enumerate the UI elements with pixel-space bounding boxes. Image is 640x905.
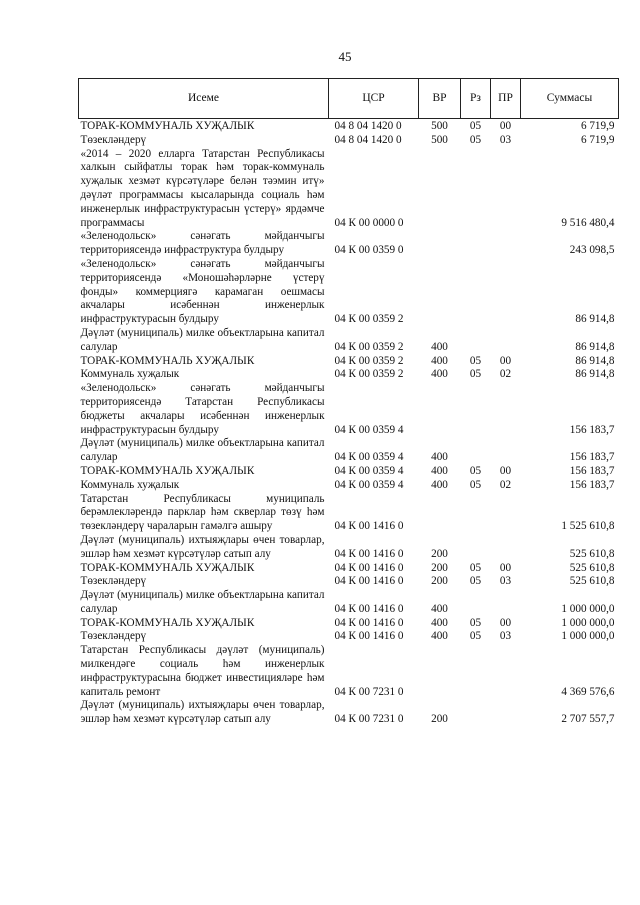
table-row [79,437,619,465]
cell-rz [461,493,491,534]
cell-sum: 1 000 000,0 [561,602,615,615]
cell-sum: 525 610,8 [569,561,615,574]
header-csr: ЦСР [329,79,419,119]
cell-csr: 04 К 00 0359 4 [334,464,404,477]
cell-name: Коммуналь хуҗалык [80,368,180,381]
cell-sum: 6 719,9 [580,133,615,146]
cell-pr: 00 [499,120,512,132]
cell-csr: 04 К 00 0359 2 [334,340,404,353]
page-number: 45 [338,49,352,64]
cell-csr: 04 К 00 0359 4 [334,451,404,464]
cell-pr [491,699,521,727]
cell-pr: 00 [499,354,512,367]
cell-pr: 03 [499,630,512,643]
cell-sum: 86 914,8 [575,340,615,353]
cell-vr: 400 [431,478,448,491]
cell-rz [461,534,491,562]
cell-pr: 00 [499,464,512,477]
cell-sum: 156 183,7 [569,464,615,477]
cell-name: «Зеленодольск» сәнәгать мәйданчыгы территориясендә Татарстан Республикасы бюджеты акчалары исәбеннән инженерлык инфраструктурасын булдыру [80,382,325,436]
table-row [79,644,619,699]
cell-name: Татарстан Республикасы дәүләт (муниципаль) милкендәге социаль һәм инженерлык инфраструктурасына бюджет инвестицияләре һәм капиталь ремонт [80,644,325,698]
cell-sum: 1 000 000,0 [561,616,615,629]
cell-name: Дәүләт (муниципаль) милке объектларына капитал салулар [80,589,325,615]
cell-name: «2014 – 2020 елларга Татарстан Республикасы халкын сыйфатлы торак һәм торак-коммуналь хуҗалык хезмәт күрсәтүләре белән тәэмин итү» дәүләт программасы кысаларында социаль һәм инженерлык инфраструктурасын үстерү» ярдәмче программасы [80,147,325,229]
cell-pr [491,493,521,534]
cell-csr: 04 К 00 1416 0 [334,602,404,615]
cell-pr [491,437,521,465]
table-row [79,493,619,534]
cell-name: Коммуналь хуҗалык [80,478,180,491]
cell-rz: 05 [469,478,482,491]
cell-csr: 04 К 00 0359 2 [334,354,404,367]
table-row [79,148,619,231]
cell-csr: 04 К 00 1416 0 [334,616,404,629]
cell-name: Дәүләт (муниципаль) милке объектларына капитал салулар [80,437,325,464]
cell-pr [491,534,521,562]
cell-rz [461,644,491,699]
cell-pr [491,230,521,258]
cell-name: «Зеленодольск» сәнәгать мәйданчыгы территориясендә инфраструктура булдыру [80,230,325,257]
cell-rz: 05 [469,368,482,381]
cell-vr: 400 [431,354,448,367]
cell-pr: 03 [499,133,512,146]
table-body [79,119,619,728]
cell-name: «Зеленодольск» сәнәгать мәйданчыгы территориясендә «Моношәһәрләрне үстерү фонды» коммерциягә карамаган оешмасы акчалары исәбеннән инженерлык инфраструктурасын булдыру [80,257,325,326]
cell-pr: 00 [499,616,512,629]
cell-name: ТОРАК-КОММУНАЛЬ ХУҖАЛЫК [80,616,255,629]
cell-vr [419,493,461,534]
cell-vr: 400 [431,451,448,464]
cell-pr [491,327,521,355]
cell-vr: 400 [431,616,448,629]
cell-rz: 05 [469,575,482,588]
header-rz: Рз [461,79,491,119]
cell-csr: 04 К 00 0000 0 [334,216,404,229]
cell-sum: 525 610,8 [569,575,615,588]
cell-csr: 04 К 00 0359 0 [334,244,404,257]
cell-vr: 500 [431,120,448,132]
budget-table [78,78,619,727]
cell-rz: 05 [469,630,482,643]
cell-name: ТОРАК-КОММУНАЛЬ ХУҖАЛЫК [80,464,255,477]
cell-sum: 525 610,8 [569,547,615,560]
table-row [79,327,619,355]
cell-name: Төзекләндерү [80,133,147,146]
cell-rz: 05 [469,120,482,132]
cell-csr: 04 К 00 0359 2 [334,368,404,381]
cell-rz [461,589,491,617]
cell-rz [461,148,491,231]
cell-sum: 86 914,8 [575,313,615,326]
cell-pr [491,589,521,617]
cell-name: ТОРАК-КОММУНАЛЬ ХУҖАЛЫК [80,120,255,132]
cell-sum: 86 914,8 [575,368,615,381]
cell-sum: 9 516 480,4 [561,216,615,229]
table-row [79,230,619,258]
cell-name: Төзекләндерү [80,575,147,588]
cell-name: Дәүләт (муниципаль) ихтыяҗлары өчен товарлар, эшләр һәм хезмәт күрсәтүләр сатып алу [80,699,325,726]
cell-vr [419,644,461,699]
table-row [79,630,619,644]
table-row [79,589,619,617]
cell-pr [491,644,521,699]
table-header-row [79,79,619,119]
cell-vr [419,230,461,258]
cell-rz: 05 [469,464,482,477]
cell-rz [461,230,491,258]
cell-sum: 2 707 557,7 [561,713,615,726]
table-row [79,368,619,382]
cell-vr: 400 [431,368,448,381]
cell-vr: 400 [431,464,448,477]
cell-vr [419,382,461,437]
cell-csr: 04 К 00 1416 0 [334,520,404,533]
table-row [79,355,619,369]
cell-vr: 200 [431,561,448,574]
header-sum: Суммасы [521,79,619,119]
table-row [79,479,619,493]
cell-csr: 04 К 00 0359 4 [334,478,404,491]
cell-name: Дәүләт (муниципаль) милке объектларына капитал салулар [80,326,325,353]
cell-sum: 243 098,5 [569,244,615,257]
cell-sum: 156 183,7 [569,478,615,491]
table-row [79,258,619,327]
cell-name: Татарстан Республикасы муниципаль берәмлекләрендә парклар һәм скверлар төзү һәм төзекләндерү чараларын гамәлгә ашыру [80,492,325,533]
cell-vr: 200 [431,575,448,588]
cell-vr: 200 [431,547,448,560]
cell-csr: 04 8 04 1420 0 [334,120,402,132]
cell-vr [419,258,461,327]
cell-vr [419,148,461,231]
cell-csr: 04 К 00 1416 0 [334,630,404,643]
cell-rz [461,258,491,327]
cell-sum: 6 719,9 [580,120,615,132]
cell-rz: 05 [469,133,482,146]
cell-pr: 02 [499,368,512,381]
table-row [79,134,619,148]
cell-pr: 00 [499,561,512,574]
cell-sum: 86 914,8 [575,354,615,367]
cell-csr: 04 К 00 7231 0 [334,713,404,726]
cell-sum: 4 369 576,6 [561,685,615,698]
cell-csr: 04 К 00 1416 0 [334,547,404,560]
cell-name: Төзекләндерү [80,630,147,643]
table-row [79,534,619,562]
cell-vr: 400 [431,602,448,615]
header-pr: ПР [491,79,521,119]
cell-pr: 02 [499,478,512,491]
cell-sum: 156 183,7 [569,451,615,464]
cell-vr: 500 [431,133,448,146]
cell-vr: 400 [431,340,448,353]
cell-pr: 03 [499,575,512,588]
cell-name: ТОРАК-КОММУНАЛЬ ХУҖАЛЫК [80,354,255,367]
cell-rz [461,699,491,727]
table-row [79,465,619,479]
cell-rz [461,437,491,465]
cell-pr [491,148,521,231]
table-row [79,119,619,134]
table-row [79,382,619,437]
cell-rz: 05 [469,616,482,629]
cell-csr: 04 К 00 7231 0 [334,685,404,698]
header-name: Исеме [79,79,329,119]
header-vr: ВР [419,79,461,119]
cell-rz: 05 [469,561,482,574]
cell-sum: 156 183,7 [569,423,615,436]
table-row [79,699,619,727]
cell-csr: 04 К 00 0359 4 [334,423,404,436]
cell-rz [461,327,491,355]
cell-sum: 1 000 000,0 [561,630,615,643]
cell-csr: 04 8 04 1420 0 [334,133,402,146]
cell-rz [461,382,491,437]
table-row [79,617,619,631]
cell-pr [491,258,521,327]
table-row [79,575,619,589]
table-row [79,562,619,576]
cell-sum: 1 525 610,8 [561,520,615,533]
cell-csr: 04 К 00 1416 0 [334,561,404,574]
cell-vr: 400 [431,630,448,643]
cell-rz: 05 [469,354,482,367]
cell-name: Дәүләт (муниципаль) ихтыяҗлары өчен товарлар, эшләр һәм хезмәт күрсәтүләр сатып алу [80,533,325,560]
cell-csr: 04 К 00 1416 0 [334,575,404,588]
cell-pr [491,382,521,437]
cell-csr: 04 К 00 0359 2 [334,313,404,326]
cell-name: ТОРАК-КОММУНАЛЬ ХУҖАЛЫК [80,561,255,574]
cell-vr: 200 [431,713,448,726]
